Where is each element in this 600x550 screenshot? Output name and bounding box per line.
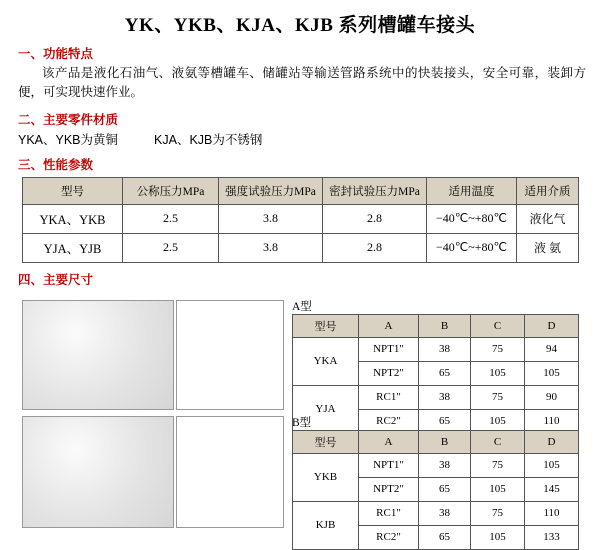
dim-a-header-cell: D bbox=[525, 314, 579, 337]
dim-a-cell: 105 bbox=[525, 361, 579, 385]
perf-cell: 2.8 bbox=[323, 233, 427, 262]
dim-a-cell: 110 bbox=[525, 409, 579, 433]
dimension-table-a bbox=[292, 314, 579, 434]
table-row bbox=[23, 233, 579, 262]
dim-a-model: YJA bbox=[293, 385, 359, 433]
dim-b-cell: 38 bbox=[419, 501, 471, 525]
dim-a-model: YKA bbox=[293, 337, 359, 385]
perf-header-cell: 适用温度 bbox=[427, 177, 517, 204]
dim-b-cell: 38 bbox=[419, 453, 471, 477]
dim-b-model: YKB bbox=[293, 453, 359, 501]
dim-b-cell: 65 bbox=[419, 477, 471, 501]
table-header-row bbox=[293, 314, 579, 337]
perf-cell: YJA、YJB bbox=[23, 233, 123, 262]
perf-cell: −40℃~+80℃ bbox=[427, 233, 517, 262]
perf-cell: 3.8 bbox=[219, 204, 323, 233]
drawing-coupling-a bbox=[176, 300, 284, 410]
table-row bbox=[293, 385, 579, 409]
table-row bbox=[293, 501, 579, 525]
dim-b-header-cell: D bbox=[525, 430, 579, 453]
dim-b-cell: NPT2" bbox=[359, 477, 419, 501]
dim-a-cell: NPT1" bbox=[359, 337, 419, 361]
section-heading-dimensions: 四、主要尺寸 bbox=[18, 272, 94, 287]
dim-b-header-cell: 型号 bbox=[293, 430, 359, 453]
dim-a-header-cell: B bbox=[419, 314, 471, 337]
dim-b-cell: 110 bbox=[525, 501, 579, 525]
materials-left: YKA、YKB为黄铜 bbox=[18, 132, 119, 147]
performance-table bbox=[22, 177, 579, 263]
photo-coupling-a bbox=[22, 300, 174, 410]
dim-a-cell: RC2" bbox=[359, 409, 419, 433]
dim-b-header-cell: A bbox=[359, 430, 419, 453]
perf-cell: 液 氨 bbox=[517, 233, 579, 262]
perf-header-cell: 公称压力MPa bbox=[123, 177, 219, 204]
perf-header-cell: 强度试验压力MPa bbox=[219, 177, 323, 204]
perf-header-cell: 适用介质 bbox=[517, 177, 579, 204]
page-title: YK、YKB、KJA、KJB 系列槽罐车接头 bbox=[124, 15, 476, 36]
document-page bbox=[0, 10, 600, 544]
dim-a-cell: 65 bbox=[419, 409, 471, 433]
dim-a-cell: 38 bbox=[419, 337, 471, 361]
dim-a-cell: 94 bbox=[525, 337, 579, 361]
perf-cell: 2.8 bbox=[323, 204, 427, 233]
photo-coupling-b bbox=[22, 416, 174, 528]
dim-a-header-cell: C bbox=[471, 314, 525, 337]
dim-a-header-cell: A bbox=[359, 314, 419, 337]
dim-a-cell: 38 bbox=[419, 385, 471, 409]
materials-line bbox=[18, 130, 600, 148]
dim-b-cell: NPT1" bbox=[359, 453, 419, 477]
dim-b-cell: 133 bbox=[525, 525, 579, 549]
table-header-row bbox=[293, 430, 579, 453]
perf-cell: −40℃~+80℃ bbox=[427, 204, 517, 233]
dim-b-cell: 145 bbox=[525, 477, 579, 501]
dim-b-cell: 75 bbox=[471, 501, 525, 525]
dim-b-cell: 105 bbox=[471, 525, 525, 549]
drawing-coupling-b bbox=[176, 416, 284, 528]
table-row bbox=[23, 204, 579, 233]
dim-a-cell: 105 bbox=[471, 361, 525, 385]
dim-b-cell: RC2" bbox=[359, 525, 419, 549]
dim-a-cell: 90 bbox=[525, 385, 579, 409]
dim-b-cell: 105 bbox=[525, 453, 579, 477]
dim-b-cell: 75 bbox=[471, 453, 525, 477]
dim-a-cell: NPT2" bbox=[359, 361, 419, 385]
dim-a-cell: 75 bbox=[471, 337, 525, 361]
table-row bbox=[293, 453, 579, 477]
section-heading-materials: 二、主要零件材质 bbox=[18, 112, 119, 127]
dim-a-cell: 65 bbox=[419, 361, 471, 385]
dimension-table-b bbox=[292, 430, 579, 550]
section-heading-performance: 三、性能参数 bbox=[18, 157, 94, 172]
dim-a-cell: 75 bbox=[471, 385, 525, 409]
perf-cell: 3.8 bbox=[219, 233, 323, 262]
dim-b-model: KJB bbox=[293, 501, 359, 549]
dim-b-cell: 65 bbox=[419, 525, 471, 549]
dim-a-header-cell: 型号 bbox=[293, 314, 359, 337]
dim-table-caption-b: B型 bbox=[292, 416, 312, 429]
dim-table-caption-a: A型 bbox=[292, 300, 312, 313]
section-body-features: 该产品是液化石油气、液氨等槽罐车、储罐站等输送管路系统中的快装接头，安全可靠，装卸方便，可实现快速作业。 bbox=[18, 66, 586, 100]
materials-right: KJA、KJB为不锈钢 bbox=[154, 132, 263, 147]
section-heading-features: 一、功能特点 bbox=[18, 47, 94, 61]
dim-b-header-cell: B bbox=[419, 430, 471, 453]
table-row bbox=[293, 337, 579, 361]
dim-a-cell: RC1" bbox=[359, 385, 419, 409]
perf-header-cell: 密封试验压力MPa bbox=[323, 177, 427, 204]
perf-cell: 液化气 bbox=[517, 204, 579, 233]
perf-cell: YKA、YKB bbox=[23, 204, 123, 233]
dim-a-cell: 105 bbox=[471, 409, 525, 433]
dim-b-cell: RC1" bbox=[359, 501, 419, 525]
table-header-row bbox=[23, 177, 579, 204]
dim-b-cell: 105 bbox=[471, 477, 525, 501]
perf-header-cell: 型号 bbox=[23, 177, 123, 204]
dim-b-header-cell: C bbox=[471, 430, 525, 453]
perf-cell: 2.5 bbox=[123, 204, 219, 233]
perf-cell: 2.5 bbox=[123, 233, 219, 262]
